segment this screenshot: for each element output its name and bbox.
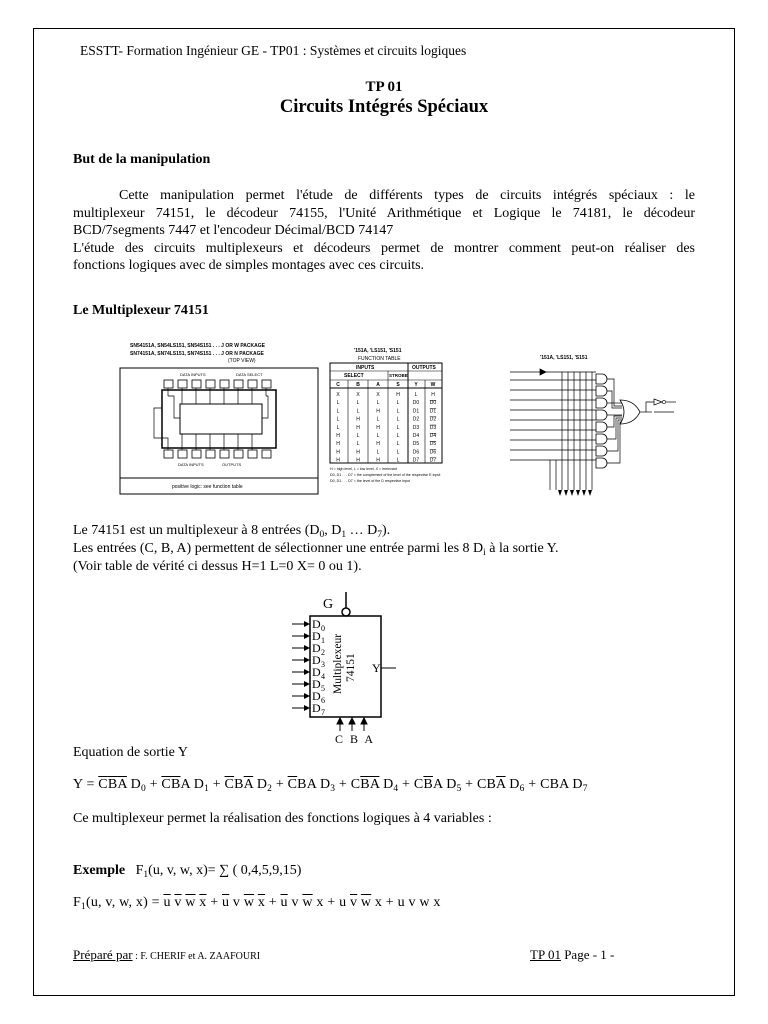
example-equation <box>73 895 441 911</box>
example-eq-var: $\overline{x}$ <box>199 895 207 910</box>
ft-col-head: B <box>356 382 360 388</box>
ft-cell: H <box>356 416 360 423</box>
ft-cell: D5 <box>429 441 437 448</box>
block-g-label: G <box>323 597 334 612</box>
ft-cell: L <box>376 400 380 407</box>
equation-var: C <box>540 777 550 792</box>
ft-cell: D7 <box>412 457 420 464</box>
example-eq-var: x <box>316 895 324 910</box>
pinout-data-inputs-2: DATA INPUTS <box>178 462 204 467</box>
equation-var: $\overline{A}$ <box>243 777 254 792</box>
mux-block-diagram <box>286 586 406 746</box>
pinout-outputs: OUTPUTS <box>222 462 242 467</box>
ft-cell: L <box>376 449 380 456</box>
example-eq-var: $\overline{v}$ <box>174 895 182 910</box>
example-eq-f-sub: 1 <box>81 902 86 912</box>
equation-var: $\overline{B}$ <box>107 777 118 792</box>
realisation-text: Ce multiplexeur permet la réalisation des fonctions logiques à 4 variables : <box>73 811 492 826</box>
ft-cell: H <box>356 449 360 456</box>
equation-var: B <box>234 777 244 792</box>
block-input-arrow <box>304 645 310 651</box>
desc-line-2 <box>73 541 559 557</box>
equation-var: A <box>180 777 191 792</box>
block-input-arrow <box>304 669 310 675</box>
pinout-data-select: DATA SELECT <box>236 372 263 377</box>
equation-plus: + <box>461 777 477 792</box>
block-input-arrow <box>304 633 310 639</box>
pinout-figure <box>118 338 320 496</box>
equation-plus: + <box>524 777 541 792</box>
desc-1a: Le 74151 est un multiplexeur à 8 entrées (D <box>73 523 320 538</box>
example-eq-var: $\overline{w}$ <box>360 895 372 910</box>
equation-d-sub: 4 <box>393 784 399 794</box>
equation-d: D <box>130 777 141 792</box>
ft-cell: L <box>356 433 360 439</box>
desc-line-3: (Voir table de vérité ci dessus H=1 L=0 X= 0 ou 1). <box>73 559 362 574</box>
ft-inputs-label: INPUTS <box>356 365 375 371</box>
example-eq-var: $\overline{u}$ <box>163 895 171 910</box>
example-eq-plus: + <box>206 895 222 910</box>
equation-plus: + <box>272 777 288 792</box>
example-eq-var: x <box>374 895 383 910</box>
block-name-1: Multiplexeur <box>332 633 344 694</box>
block-input-sub: 2 <box>321 648 325 657</box>
ft-note-3: D0, D1 . . . D7 = the level of the D respective input <box>330 479 411 483</box>
ft-cell: X <box>376 392 380 398</box>
ft-col-head: W <box>430 382 436 388</box>
block-input-arrow <box>304 681 310 687</box>
equation-var: $\overline{C}$ <box>98 777 108 792</box>
ft-cell: D5 <box>412 441 420 448</box>
block-input-sub: 5 <box>321 684 325 693</box>
equation-d: D <box>193 777 205 792</box>
ft-cell: D2 <box>429 416 437 423</box>
equation-var: A <box>559 777 569 792</box>
example-eq-plus: + <box>265 895 281 910</box>
ft-cell: H <box>356 424 360 431</box>
desc-2b: i <box>483 548 486 558</box>
pinout-caption: positive logic: see function table <box>172 484 243 490</box>
example-eq-plus: + <box>382 895 398 910</box>
ft-cell: H <box>376 457 380 464</box>
desc-line-1 <box>73 523 390 539</box>
block-input-sub: 3 <box>321 660 325 669</box>
example-eq-var: $\overline{x}$ <box>257 895 266 910</box>
example-eq-var: v <box>232 895 241 910</box>
ft-header: '151A, 'LS151, 'S151 <box>354 348 402 354</box>
block-input-sub: 0 <box>321 624 325 633</box>
equation-d-sub: 7 <box>582 784 588 794</box>
block-input-label: D <box>312 641 321 655</box>
ft-cell: L <box>336 408 340 415</box>
page-title: Circuits Intégrés Spéciaux <box>279 97 489 117</box>
equation-d-sub: 5 <box>456 784 462 794</box>
ft-cell: L <box>356 441 360 448</box>
ft-cell: L <box>356 400 360 407</box>
ft-cell: L <box>396 400 400 407</box>
ft-cell: H <box>376 408 380 415</box>
ft-cell: L <box>396 416 400 423</box>
ft-cell: D2 <box>412 416 420 423</box>
desc-1c: , D <box>324 523 342 538</box>
equation-var: C <box>476 777 487 792</box>
ft-cell: H <box>336 449 340 456</box>
ft-cell: D0 <box>429 400 437 407</box>
equation-d-sub: 2 <box>267 784 273 794</box>
equation-d: D <box>256 777 268 792</box>
paragraph-intro <box>73 187 695 275</box>
ft-cell: H <box>336 433 340 439</box>
equation-var: B <box>486 777 497 792</box>
equation-var: B <box>297 777 307 792</box>
intro-line-5: fonctions logiques avec de simples montages avec ces circuits. <box>73 258 425 274</box>
equation-d-sub: 6 <box>519 784 525 794</box>
pinout-label-1: SN54151A, SN54LS151, SN54S151 . . . J OR W PACKAGE <box>130 343 265 349</box>
block-input-label: D <box>312 653 321 667</box>
equation-d: D <box>319 777 331 792</box>
ft-cell: H <box>336 441 340 448</box>
example-eq-var: $\overline{v}$ <box>349 895 358 910</box>
equation-var: $\overline{C}$ <box>287 777 298 792</box>
equation-var: C <box>413 777 424 792</box>
example-eq-lhs: (u, v, w, x) = <box>85 895 164 910</box>
block-input-arrow <box>304 693 310 699</box>
equation-var: $\overline{A}$ <box>369 777 380 792</box>
block-input-arrow <box>304 705 310 711</box>
block-name-2: 74151 <box>345 653 357 682</box>
block-select-label: C B A <box>335 732 376 746</box>
pinout-data-inputs: DATA INPUTS <box>180 372 206 377</box>
ft-cell: L <box>356 408 360 415</box>
intro-line-2: multiplexeur 74151, le décodeur 74155, l'Unité Arithmétique et Logique le 74181, le décodeur <box>73 205 695 221</box>
example-eq-var: $\overline{w}$ <box>302 895 313 910</box>
block-input-sub: 1 <box>321 636 325 645</box>
equation-var: $\overline{B}$ <box>360 777 370 792</box>
equation-var: $\overline{B}$ <box>423 777 433 792</box>
ft-cell: L <box>396 433 400 439</box>
ft-cell: D4 <box>429 433 437 439</box>
desc-1d: 1 <box>341 530 347 540</box>
example-eq-var: $\overline{u}$ <box>222 895 230 910</box>
desc-1e: … D <box>346 523 378 538</box>
equation-var: $\overline{C}$ <box>161 777 171 792</box>
example-label: Exemple <box>73 863 126 878</box>
desc-1f: 7 <box>377 530 382 540</box>
example-line <box>73 863 301 879</box>
ft-title: FUNCTION TABLE <box>358 356 401 362</box>
ft-cell: D6 <box>412 449 420 456</box>
ft-cell: D4 <box>412 433 420 439</box>
pinout-label-2: SN74151A, SN74LS151, SN74S151 . . . J OR N PACKAGE <box>130 351 264 357</box>
equation-d-sub: 3 <box>330 784 336 794</box>
ft-cell: L <box>396 424 400 431</box>
ft-cell: D6 <box>429 449 437 456</box>
example-eq-var: $\overline{w}$ <box>243 895 255 910</box>
desc-2c: à la sortie Y. <box>485 541 559 556</box>
example-eq-var: $\overline{u}$ <box>280 895 288 910</box>
ft-note-1: H = high level, L = low level, X = irrelevant <box>330 467 397 471</box>
example-eq-var: v <box>291 895 299 910</box>
ft-cell: L <box>336 416 340 423</box>
equation-var: A <box>432 777 443 792</box>
equation-var: B <box>549 777 560 792</box>
example-eq-var: w <box>419 895 430 910</box>
example-eq-f: F <box>73 895 81 910</box>
footer-prepared <box>73 947 260 963</box>
equation-d-sub: 0 <box>140 784 146 794</box>
ft-cell: D0 <box>412 400 420 407</box>
example-f: F <box>135 863 144 878</box>
equation-var: $\overline{B}$ <box>170 777 181 792</box>
block-input-label: D <box>312 617 321 631</box>
ft-outputs-label: OUTPUTS <box>412 365 436 371</box>
example-f-rest: (u, v, w, x)= ∑ ( 0,4,5,9,15) <box>148 863 302 878</box>
equation-plus: + <box>398 777 414 792</box>
ft-cell: L <box>396 408 400 415</box>
ft-col-head: Y <box>414 382 418 388</box>
logic-diagram-figure <box>496 350 696 500</box>
ft-cell: L <box>376 433 380 439</box>
footer-tp: TP 01 <box>530 947 561 962</box>
example-eq-var: x <box>433 895 441 910</box>
equation-d: D <box>383 777 394 792</box>
ft-col-head: S <box>396 382 400 388</box>
equation-lhs: Y = <box>73 777 99 792</box>
ft-cell: L <box>396 449 400 456</box>
ft-cell: D7 <box>429 457 437 464</box>
equation-plus: + <box>335 777 351 792</box>
ft-cell: L <box>396 457 400 464</box>
block-input-sub: 6 <box>321 696 325 705</box>
ft-cell: D3 <box>412 424 420 431</box>
equation-var: $\overline{A}$ <box>117 777 127 792</box>
equation-d: D <box>509 777 520 792</box>
block-input-label: D <box>312 665 321 679</box>
ft-strobe-label: STROBE <box>389 373 408 378</box>
ft-cell: H <box>431 392 435 398</box>
ft-col-head: A <box>376 382 380 388</box>
prepared-label: Préparé par <box>73 947 133 962</box>
block-input-label: D <box>312 677 321 691</box>
block-input-label: D <box>312 629 321 643</box>
equation-plus: + <box>145 777 162 792</box>
ft-cell: H <box>356 457 360 464</box>
ft-select-label: SELECT <box>344 373 364 379</box>
example-eq-plus: + <box>323 895 340 910</box>
ft-cell: H <box>336 457 340 464</box>
section-heading-but: But de la manipulation <box>73 152 211 167</box>
output-equation <box>73 777 588 793</box>
ft-cell: L <box>336 424 340 431</box>
block-input-sub: 4 <box>321 672 325 681</box>
equation-d-sub: 1 <box>204 784 210 794</box>
example-eq-var: u <box>397 895 405 910</box>
equation-var: C <box>350 777 361 792</box>
example-eq-var: u <box>339 895 347 910</box>
equation-plus: + <box>209 777 225 792</box>
ft-cell: L <box>376 416 380 423</box>
ft-cell: H <box>396 392 400 398</box>
equation-var: $\overline{C}$ <box>224 777 235 792</box>
ft-cell: X <box>356 392 360 398</box>
equation-d: D <box>446 777 457 792</box>
equation-var: $\overline{A}$ <box>496 777 506 792</box>
ft-note-2: D0, D1 . . . D7 = the complement of the level of the respective E input <box>330 473 441 477</box>
equation-heading: Equation de sortie Y <box>73 745 188 760</box>
ft-col-head: C <box>336 382 340 388</box>
block-input-sub: 7 <box>321 708 325 717</box>
ft-cell: D1 <box>412 408 420 415</box>
intro-line-1: Cette manipulation permet l'étude de différents types de circuits intégrés spéciaux : le <box>119 188 695 203</box>
ft-cell: H <box>376 441 380 448</box>
ft-cell: L <box>414 392 418 398</box>
ft-cell: H <box>376 424 380 431</box>
intro-line-4: L'étude des circuits multiplexeurs et décodeurs permet de montrer comment peut-on réaliser des <box>73 240 695 256</box>
equation-var: A <box>306 777 317 792</box>
block-input-arrow <box>304 657 310 663</box>
function-table-figure <box>328 344 448 486</box>
block-input-label: D <box>312 689 321 703</box>
equation-d: D <box>572 777 583 792</box>
desc-1g: ). <box>381 523 391 538</box>
footer-page-number: Page - 1 - <box>560 947 615 962</box>
desc-1b: 0 <box>319 530 325 540</box>
ft-cell: L <box>336 400 340 407</box>
section-heading-mux: Le Multiplexeur 74151 <box>73 303 209 318</box>
example-f-sub: 1 <box>143 870 149 880</box>
ft-cell: D1 <box>429 408 437 415</box>
desc-2a: Les entrées (C, B, A) permettent de sélectionner une entrée parmi les 8 D <box>73 541 484 556</box>
ft-cell: D3 <box>429 424 437 431</box>
pinout-view: (TOP VIEW) <box>228 358 256 364</box>
footer-page <box>530 947 614 963</box>
intro-line-3: BCD/7segments 7447 et l'encodeur Décimal/BCD 74147 <box>73 223 394 239</box>
ft-cell: X <box>336 392 340 398</box>
prepared-names: : F. CHERIF et A. ZAAFOURI <box>132 951 261 962</box>
ft-cell: L <box>396 441 400 448</box>
block-input-label: D <box>312 701 321 715</box>
page-frame <box>33 28 735 996</box>
example-eq-var: $\overline{w}$ <box>185 895 196 910</box>
logic-header: '151A, 'LS151, 'S151 <box>540 355 588 361</box>
example-eq-var: v <box>408 895 416 910</box>
tp-number: TP 01 <box>365 79 403 95</box>
block-input-arrow <box>304 621 310 627</box>
page-header: ESSTT- Formation Ingénieur GE - TP01 : Systèmes et circuits logiques <box>80 43 467 58</box>
block-output-label: Y <box>372 661 381 675</box>
